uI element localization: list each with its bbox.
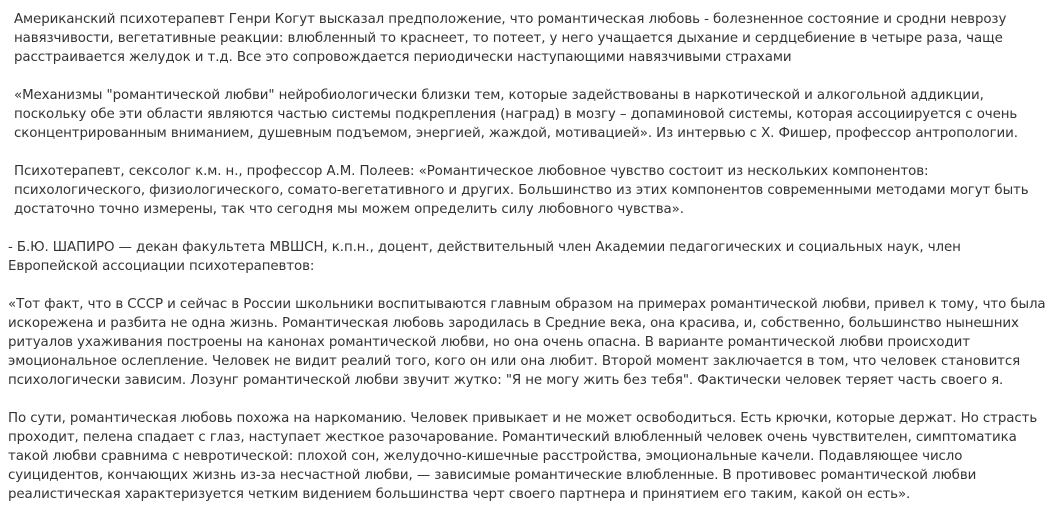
paragraph-shapiro-intro: - Б.Ю. ШАПИРО — декан факультета МВШСН, к.п.н., доцент, действительный член Академии педагогических и социальных наук, член Европейской ассоциации психотерапевтов:: [8, 240, 961, 274]
paragraph-poleev-quote: Психотерапевт, сексолог к.м. н., профессор А.М. Полеев: «Романтическое любовное чувство состоит из нескольких компонентов: психологического, физиологического, сомато-вегетативного и других. Большинство из этих компонентов современными методами могут быть достаточно точно измерены, так что сегодня мы можем определить силу любовного чувства».: [14, 164, 1029, 217]
paragraph-fisher-quote: «Механизмы "романтической любви" нейробиологически близки тем, которые задействованы в наркотической и алкогольной аддикции, поскольку обе эти области являются частью системы подкрепления (наград) в мозгу – допаминовой системы, которая ассоциируется с очень сконцентрированным вниманием, душевным подъемом, энергией, жаждой, мотивацией». Из интервью с Х. Фишер, профессор антропологии.: [14, 88, 1018, 141]
paragraph-kohut: Американский психотерапевт Генри Когут высказал предположение, что романтическая любовь - болезненное состояние и сродни неврозу навязчивости, вегетативные реакции: влюбленный то краснеет, то потеет, у него учащается дыхание и сердцебиение в четыре раза, чаще расстраивается желудок и т.д. Все это сопровождается периодически наступающими навязчивыми страхами: [14, 12, 1007, 65]
paragraph-shapiro-quote-2: По сути, романтическая любовь похожа на наркоманию. Человек привыкает и не может освободиться. Есть крючки, которые держат. Но страсть проходит, пелена спадает с глаз, наступает жесткое разочарование. Романтический влюбленный человек очень чувствителен, симптоматика такой любви сравнима с невротической: плохой сон, желудочно-кишечные расстройства, эмоциональные качели. Подавляющее число суицидентов, кончающих жизнь из-за несчастной любви, — зависимые романтические влюбленные. В противовес романтической любви реалистическая характеризуется четким видением большинства черт своего партнера и принятием его таким, какой он есть».: [8, 411, 1038, 502]
paragraph-shapiro-quote-1: «Тот факт, что в СССР и сейчас в России школьники воспитываются главным образом на примерах романтической любви, привел к тому, что была искорежена и разбита не одна жизнь. Романтическая любовь зародилась в Средние века, она красива, и, собственно, большинство нынешних ритуалов ухаживания построены на канонах романтической любви, но она очень опасна. В варианте романтической любви происходит эмоциональное ослепление. Человек не видит реалий того, кого он или она любит. Второй момент заключается в том, что человек становится психологически зависим. Лозунг романтической любви звучит жутко: "Я не могу жить без тебя". Фактически человек теряет часть своего я.: [8, 297, 1046, 388]
